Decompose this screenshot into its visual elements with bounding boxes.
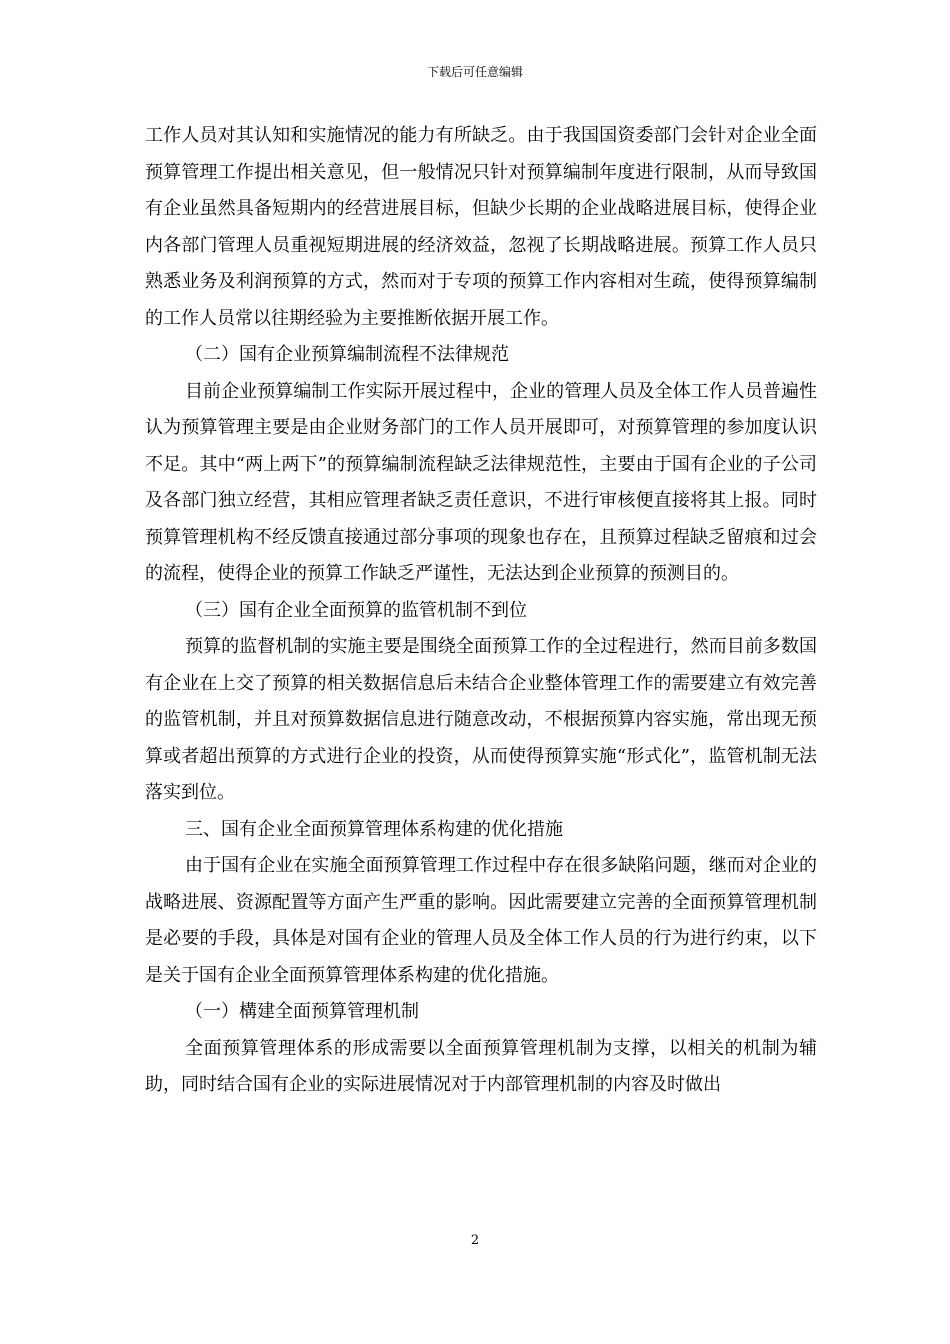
section-heading: （三）国有企业全面预算的监管机制不到位	[185, 599, 527, 621]
section-heading: （二）国有企业预算编制流程不法律规范	[185, 344, 509, 365]
body-paragraph: 工作人员对其认知和实施情况的能力有所缺乏。由于我国国资委部门会针对企业全面预算管理工作提出相关意见，但一般情况只针对预算编制年度进行限制，从而导致国有企业虽然具备短期内的经营进展目标，但缺少长期的企业战略进展目标，使得企业内各部门管理人员重视短期进展的经济效益，忽视了长期战略进展。预算工作人员只熟悉业务及利润预算的方式，然而对于专项的预算工作内容相对生疏，使得预算编制的工作人员常以往期经验为主要推断依据开展工作。	[145, 125, 817, 329]
page-number: 2	[470, 1233, 480, 1248]
page-header: 下载后可任意编辑	[426, 65, 523, 79]
body-paragraph: 由于国有企业在实施全面预算管理工作过程中存在很多缺陷问题，继而对企业的战略进展、资源配置等方面产生严重的影响。因此需要建立完善的全面预算管理机制是必要的手段，具体是对国有企业的管理人员及全体工作人员的行为进行约束，以下是关于国有企业全面预算管理体系构建的优化措施。	[145, 855, 817, 986]
body-paragraph: 全面预算管理体系的形成需要以全面预算管理机制为支撑，以相关的机制为辅助，同时结合国有企业的实际进展情况对于内部管理机制的内容及时做出	[145, 1037, 817, 1095]
document-body	[145, 118, 817, 1104]
section-heading: （一）構建全面预算管理机制	[185, 1001, 419, 1022]
body-paragraph: 预算的监督机制的实施主要是围绕全面预算工作的全过程进行，然而目前多数国有企业在上交了预算的相关数据信息后未结合企业整体管理工作的需要建立有效完善的监管机制，并且对预算数据信息进行随意改动，不根据预算内容实施，常出现无预算或者超出预算的方式进行企业的投资，从而使得预算实施“形式化”，监管机制无法落实到位。	[145, 636, 817, 803]
section-heading: 三、国有企业全面预算管理体系构建的优化措施	[185, 818, 563, 840]
body-paragraph: 目前企业预算编制工作实际开展过程中，企业的管理人员及全体工作人员普遍性认为预算管理主要是由企业财务部门的工作人员开展即可，对预算管理的参加度认识不足。其中“两上两下”的预算编制流程缺乏法律规范性，主要由于国有企业的子公司及各部门独立经营，其相应管理者缺乏责任意识，不进行审核便直接将其上报。同时预算管理机构不经反馈直接通过部分事项的现象也存在，且预算过程缺乏留痕和过会的流程，使得企业的预算工作缺乏严谨性，无法达到企业预算的预测目的。	[145, 380, 817, 584]
